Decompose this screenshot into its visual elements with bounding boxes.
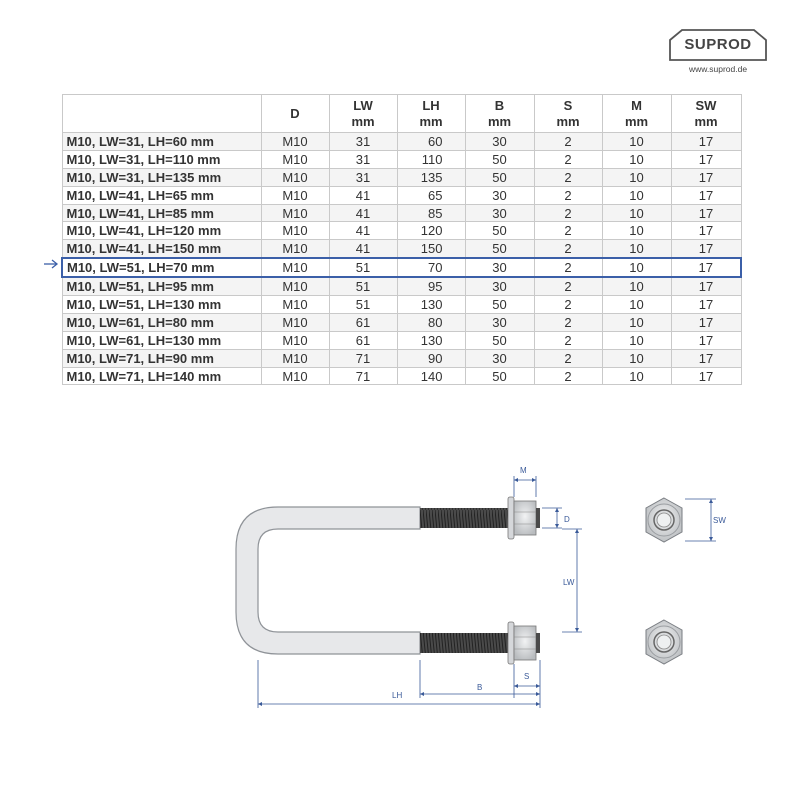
cell-sw: 17 xyxy=(671,258,741,277)
cell-lw: 41 xyxy=(329,186,397,204)
column-header-s xyxy=(534,95,602,133)
cell-m: 10 xyxy=(602,277,671,295)
cell-b: 30 xyxy=(465,349,534,367)
table-row[interactable] xyxy=(62,204,741,222)
cell-lw: 51 xyxy=(329,258,397,277)
column-header-unit: mm xyxy=(556,113,580,129)
cell-m: 10 xyxy=(602,313,671,331)
dim-label-lw: LW xyxy=(563,578,575,587)
cell-d: M10 xyxy=(261,168,329,186)
cell-sw: 17 xyxy=(671,133,741,151)
column-header-title: S xyxy=(563,97,573,113)
suprod-logo xyxy=(668,28,768,78)
thread-top xyxy=(420,508,508,528)
cell-d: M10 xyxy=(261,150,329,168)
cell-m: 10 xyxy=(602,168,671,186)
logo-url[interactable]: www.suprod.de xyxy=(688,64,748,74)
cell-lh: 110 xyxy=(397,150,465,168)
cell-name: M10, LW=51, LH=130 mm xyxy=(62,296,261,314)
cell-d: M10 xyxy=(261,349,329,367)
cell-m: 10 xyxy=(602,331,671,349)
nut-top-side-view xyxy=(508,497,540,539)
table-row[interactable] xyxy=(62,349,741,367)
table-row[interactable] xyxy=(62,277,741,295)
cell-s: 2 xyxy=(534,313,602,331)
table-row[interactable] xyxy=(62,313,741,331)
column-header-title: LW xyxy=(353,97,373,113)
table-row[interactable] xyxy=(62,150,741,168)
cell-name: M10, LW=31, LH=135 mm xyxy=(62,168,261,186)
column-header-unit: mm xyxy=(419,113,443,129)
cell-name: M10, LW=41, LH=150 mm xyxy=(62,240,261,258)
cell-m: 10 xyxy=(602,240,671,258)
cell-name: M10, LW=51, LH=95 mm xyxy=(62,277,261,295)
thread-bottom xyxy=(420,633,508,653)
cell-sw: 17 xyxy=(671,349,741,367)
cell-b: 50 xyxy=(465,331,534,349)
column-header-sw xyxy=(671,95,741,133)
cell-name: M10, LW=41, LH=85 mm xyxy=(62,204,261,222)
column-header-title: LH xyxy=(422,97,440,113)
column-header-unit: mm xyxy=(624,113,649,129)
cell-s: 2 xyxy=(534,349,602,367)
table-row[interactable] xyxy=(62,296,741,314)
cell-sw: 17 xyxy=(671,367,741,385)
cell-d: M10 xyxy=(261,186,329,204)
cell-m: 10 xyxy=(602,204,671,222)
cell-s: 2 xyxy=(534,204,602,222)
cell-lw: 71 xyxy=(329,367,397,385)
cell-d: M10 xyxy=(261,133,329,151)
column-header-title: SW xyxy=(695,97,717,113)
cell-d: M10 xyxy=(261,204,329,222)
table-row[interactable] xyxy=(62,186,741,204)
cell-b: 30 xyxy=(465,186,534,204)
cell-name: M10, LW=41, LH=65 mm xyxy=(62,186,261,204)
dim-label-m: M xyxy=(520,466,527,475)
cell-b: 30 xyxy=(465,258,534,277)
cell-lw: 61 xyxy=(329,331,397,349)
dim-label-s: S xyxy=(524,672,530,681)
cell-s: 2 xyxy=(534,258,602,277)
dim-label-d: D xyxy=(564,515,570,524)
table-row[interactable] xyxy=(62,331,741,349)
cell-lw: 51 xyxy=(329,277,397,295)
cell-lw: 31 xyxy=(329,150,397,168)
cell-lw: 41 xyxy=(329,240,397,258)
column-header-lh xyxy=(397,95,465,133)
cell-b: 50 xyxy=(465,296,534,314)
cell-b: 50 xyxy=(465,367,534,385)
cell-lh: 60 xyxy=(397,133,465,151)
cell-m: 10 xyxy=(602,222,671,240)
cell-m: 10 xyxy=(602,367,671,385)
cell-lh: 85 xyxy=(397,204,465,222)
cell-b: 50 xyxy=(465,168,534,186)
cell-name: M10, LW=31, LH=110 mm xyxy=(62,150,261,168)
cell-lw: 61 xyxy=(329,313,397,331)
cell-s: 2 xyxy=(534,186,602,204)
cell-b: 30 xyxy=(465,313,534,331)
column-header-unit: mm xyxy=(487,113,512,129)
table-row[interactable] xyxy=(62,258,741,277)
table-row[interactable] xyxy=(62,168,741,186)
cell-d: M10 xyxy=(261,313,329,331)
table-row[interactable] xyxy=(62,222,741,240)
column-header-title: D xyxy=(290,105,300,121)
cell-b: 30 xyxy=(465,277,534,295)
cell-name: M10, LW=51, LH=70 mm xyxy=(62,258,261,277)
cell-d: M10 xyxy=(261,331,329,349)
cell-s: 2 xyxy=(534,150,602,168)
cell-m: 10 xyxy=(602,150,671,168)
cell-lw: 41 xyxy=(329,222,397,240)
column-header-m xyxy=(602,95,671,133)
cell-b: 50 xyxy=(465,150,534,168)
cell-lh: 80 xyxy=(397,313,465,331)
cell-s: 2 xyxy=(534,240,602,258)
cell-m: 10 xyxy=(602,258,671,277)
hex-nut-front-view-icon xyxy=(646,620,682,664)
cell-sw: 17 xyxy=(671,150,741,168)
cell-b: 30 xyxy=(465,133,534,151)
arrow-right-icon xyxy=(43,258,59,270)
cell-s: 2 xyxy=(534,367,602,385)
cell-sw: 17 xyxy=(671,186,741,204)
cell-sw: 17 xyxy=(671,240,741,258)
table-row[interactable] xyxy=(62,133,741,151)
u-bolt-body xyxy=(236,507,420,654)
cell-lh: 70 xyxy=(397,258,465,277)
cell-s: 2 xyxy=(534,133,602,151)
cell-name: M10, LW=71, LH=90 mm xyxy=(62,349,261,367)
cell-lh: 95 xyxy=(397,277,465,295)
cell-name: M10, LW=41, LH=120 mm xyxy=(62,222,261,240)
spec-table xyxy=(61,94,742,385)
cell-lw: 41 xyxy=(329,204,397,222)
column-header-title: M xyxy=(631,97,642,113)
cell-d: M10 xyxy=(261,222,329,240)
dim-label-sw: SW xyxy=(713,516,726,525)
cell-sw: 17 xyxy=(671,313,741,331)
cell-m: 10 xyxy=(602,133,671,151)
cell-lh: 130 xyxy=(397,331,465,349)
column-header-lw xyxy=(329,95,397,133)
cell-b: 50 xyxy=(465,222,534,240)
column-header-unit: mm xyxy=(351,113,375,129)
cell-d: M10 xyxy=(261,258,329,277)
cell-name: M10, LW=71, LH=140 mm xyxy=(62,367,261,385)
dim-label-b: B xyxy=(477,683,483,692)
u-bolt-drawing xyxy=(0,440,800,740)
cell-lw: 51 xyxy=(329,296,397,314)
table-row[interactable] xyxy=(62,240,741,258)
cell-sw: 17 xyxy=(671,168,741,186)
cell-s: 2 xyxy=(534,222,602,240)
cell-sw: 17 xyxy=(671,204,741,222)
cell-s: 2 xyxy=(534,331,602,349)
cell-m: 10 xyxy=(602,349,671,367)
cell-lw: 31 xyxy=(329,168,397,186)
column-header-name xyxy=(62,95,261,133)
dim-label-lh: LH xyxy=(392,691,403,700)
cell-d: M10 xyxy=(261,240,329,258)
cell-lh: 65 xyxy=(397,186,465,204)
table-header xyxy=(62,95,741,133)
cell-lw: 31 xyxy=(329,133,397,151)
table-row[interactable] xyxy=(62,367,741,385)
cell-s: 2 xyxy=(534,277,602,295)
cell-lh: 130 xyxy=(397,296,465,314)
cell-lh: 135 xyxy=(397,168,465,186)
cell-b: 50 xyxy=(465,240,534,258)
column-header-title: B xyxy=(494,97,505,113)
cell-lh: 140 xyxy=(397,367,465,385)
cell-b: 30 xyxy=(465,204,534,222)
cell-s: 2 xyxy=(534,296,602,314)
cell-lh: 90 xyxy=(397,349,465,367)
hex-nut-front-view-icon xyxy=(646,498,682,542)
column-header-d xyxy=(261,95,329,133)
cell-d: M10 xyxy=(261,367,329,385)
cell-name: M10, LW=61, LH=80 mm xyxy=(62,313,261,331)
cell-sw: 17 xyxy=(671,296,741,314)
cell-lh: 120 xyxy=(397,222,465,240)
cell-lh: 150 xyxy=(397,240,465,258)
cell-d: M10 xyxy=(261,277,329,295)
cell-m: 10 xyxy=(602,186,671,204)
cell-lw: 71 xyxy=(329,349,397,367)
cell-sw: 17 xyxy=(671,331,741,349)
cell-sw: 17 xyxy=(671,277,741,295)
logo-name: SUPROD xyxy=(684,36,752,53)
cell-m: 10 xyxy=(602,296,671,314)
nut-bottom-side-view xyxy=(508,622,540,664)
column-header-b xyxy=(465,95,534,133)
cell-d: M10 xyxy=(261,296,329,314)
cell-sw: 17 xyxy=(671,222,741,240)
cell-s: 2 xyxy=(534,168,602,186)
column-header-unit: mm xyxy=(694,113,718,129)
table-body xyxy=(62,133,741,385)
cell-name: M10, LW=61, LH=130 mm xyxy=(62,331,261,349)
cell-name: M10, LW=31, LH=60 mm xyxy=(62,133,261,151)
